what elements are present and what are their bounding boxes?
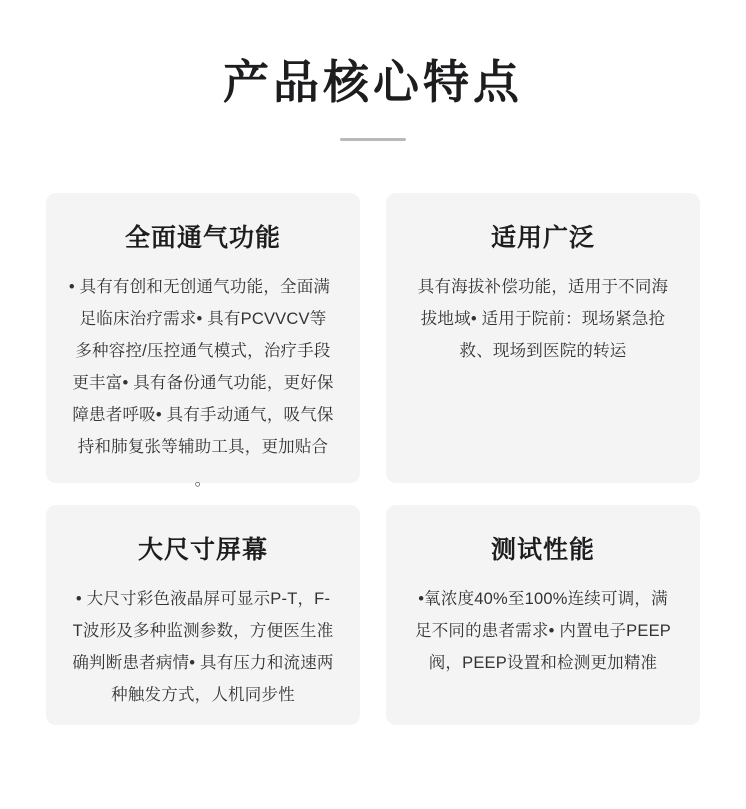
- page-header: [46, 0, 700, 141]
- feature-card-grid: [46, 193, 700, 725]
- feature-card-body: • 具有有创和无创通气功能，全面满足临床治疗需求• 具有PCVVCV等多种容控/压控通气模式，治疗手段更丰富• 具有备份通气功能，更好保障患者呼吸• 具有手动通气，吸气保持和肺复张等辅助工具，更加贴合 。: [68, 277, 334, 489]
- feature-card-body: • 大尺寸彩色液晶屏可显示P-T，F-T波形及多种监测参数，方便医生准确判断患者病情• 具有压力和流速两种触发方式，人机同步性: [72, 589, 334, 705]
- feature-card-title: 适用广泛: [490, 223, 595, 252]
- feature-card-body: •氧浓度40%至100%连续可调，满足不同的患者需求• 内置电子PEEP阀，PEEP设置和检测更加精准: [415, 589, 671, 672]
- feature-card-screen: [46, 505, 360, 725]
- feature-card-title: 测试性能: [490, 535, 595, 564]
- feature-card-applicability: [386, 193, 700, 483]
- feature-card-title: 全面通气功能: [124, 223, 281, 252]
- feature-card-body: 具有海拔补偿功能，适用于不同海拔地域• 适用于院前：现场紧急抢救、现场到医院的转运: [417, 277, 669, 360]
- feature-card-ventilation: [46, 193, 360, 489]
- feature-card-title: 大尺寸屏幕: [137, 535, 268, 564]
- page-title: 产品核心特点: [223, 56, 523, 108]
- feature-card-test-performance: [386, 505, 700, 725]
- title-divider: [340, 138, 406, 141]
